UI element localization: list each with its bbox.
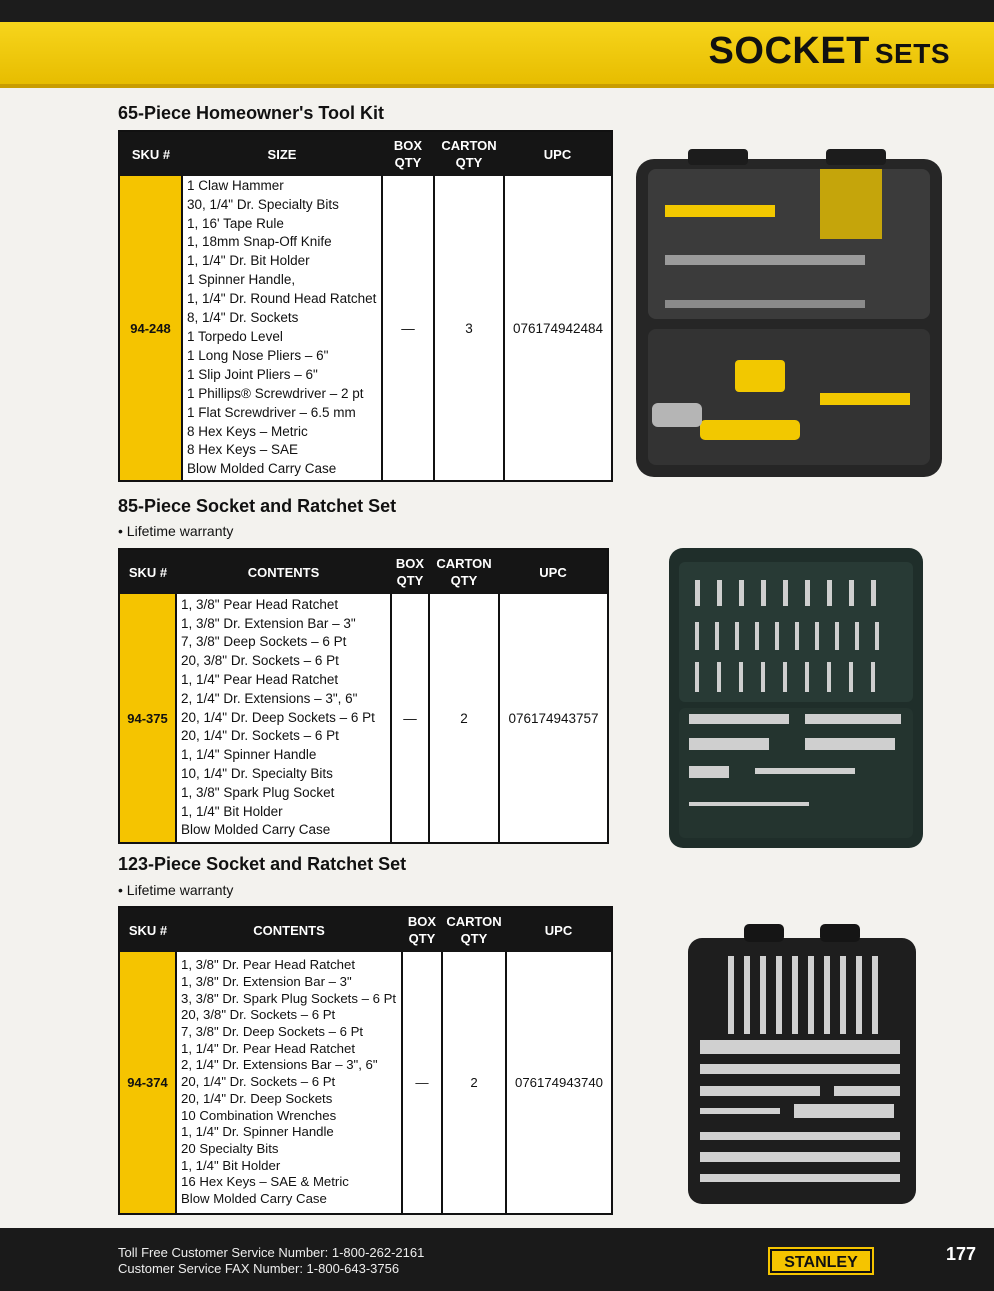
carton-qty-cell: 2 xyxy=(429,594,499,843)
bullet-item: • Lifetime warranty xyxy=(118,523,234,539)
upc-cell: 076174943757 xyxy=(508,710,599,726)
contents-item: Blow Molded Carry Case xyxy=(187,461,337,477)
contents-item: 10 Combination Wrenches xyxy=(181,1107,337,1123)
contents-item: 8 Hex Keys – SAE xyxy=(187,442,299,458)
column-header: BOX QTY xyxy=(382,131,434,176)
box-qty-cell: — xyxy=(382,176,434,481)
contents-item: 7, 3/8" Dr. Deep Sockets – 6 Pt xyxy=(181,1024,364,1040)
column-header: BOX QTY xyxy=(402,907,442,952)
kit-title: 85-Piece Socket and Ratchet Set xyxy=(118,496,397,516)
contents-item: 1, 1/4" Dr. Pear Head Ratchet xyxy=(181,1040,356,1056)
contents-item: 1, 1/4" Dr. Round Head Ratchet xyxy=(187,291,377,307)
column-header: CARTON QTY xyxy=(429,549,499,594)
column-header: SIZE xyxy=(182,131,382,176)
product-table xyxy=(118,130,613,482)
contents-cell xyxy=(176,952,402,1214)
sku-cell: 94-374 xyxy=(119,952,176,1214)
contents-item: 1, 1/4" Pear Head Ratchet xyxy=(181,672,339,687)
sku-cell: 94-375 xyxy=(119,594,176,843)
carton-qty-cell: 3 xyxy=(434,176,504,481)
contents-item: 1 Spinner Handle, xyxy=(187,272,296,288)
carton-qty-cell: 2 xyxy=(442,952,506,1214)
contents-item: 10, 1/4" Dr. Specialty Bits xyxy=(181,765,333,781)
page-title-main: SOCKET xyxy=(708,30,870,72)
contents-item: 3, 3/8" Dr. Spark Plug Sockets – 6 Pt xyxy=(181,990,397,1006)
contents-item: 20, 1/4" Dr. Deep Sockets – 6 Pt xyxy=(181,709,375,725)
contents-cell xyxy=(176,594,391,843)
contents-item: 20, 3/8" Dr. Sockets – 6 Pt xyxy=(181,653,339,669)
contents-item: 20, 1/4" Dr. Deep Sockets xyxy=(181,1090,333,1106)
contents-item: 1 Claw Hammer xyxy=(187,177,284,193)
contents-item: 1, 1/4" Bit Holder xyxy=(181,803,283,819)
column-header: SKU # xyxy=(119,131,182,176)
contents-item: 1, 1/4" Dr. Bit Holder xyxy=(187,253,310,269)
page-title-sub: SETS xyxy=(874,38,950,69)
column-header: UPC xyxy=(506,907,612,952)
socket-wrench-set-case-image xyxy=(684,918,920,1208)
column-header: CARTON QTY xyxy=(434,131,504,176)
contents-item: 1 Torpedo Level xyxy=(187,329,283,344)
contents-item: 20, 1/4" Dr. Sockets – 6 Pt xyxy=(181,728,339,744)
contents-item: 1, 3/8" Spark Plug Socket xyxy=(181,784,335,800)
column-header: CARTON QTY xyxy=(442,907,506,952)
contents-item: 20 Specialty Bits xyxy=(181,1140,279,1156)
contents-item: 2, 1/4" Dr. Extensions – 3", 6" xyxy=(181,690,358,706)
fax-number: Customer Service FAX Number: 1-800-643-3756 xyxy=(118,1261,400,1276)
contents-item: 2, 1/4" Dr. Extensions Bar – 3", 6" xyxy=(181,1057,378,1073)
contents-item: 8 Hex Keys – Metric xyxy=(187,423,308,439)
svg-text:STANLEY: STANLEY xyxy=(784,1254,858,1271)
column-header: UPC xyxy=(499,549,608,594)
contents-item: 1, 16' Tape Rule xyxy=(187,215,284,231)
page-title xyxy=(709,30,950,73)
box-qty-cell: — xyxy=(391,594,429,843)
tool-kit-case-image xyxy=(630,145,950,485)
product-table xyxy=(118,548,609,844)
upc-cell: 076174942484 xyxy=(512,320,604,336)
contents-item: 1, 18mm Snap-Off Knife xyxy=(187,234,332,250)
contents-item: 1, 1/4" Dr. Spinner Handle xyxy=(181,1124,334,1140)
contents-item: 1 Flat Screwdriver – 6.5 mm xyxy=(187,404,356,420)
column-header: SKU # xyxy=(119,549,176,594)
stanley-logo xyxy=(768,1247,874,1275)
kit-title: 65-Piece Homeowner's Tool Kit xyxy=(118,103,385,123)
contents-item: 7, 3/8" Deep Sockets – 6 Pt xyxy=(181,634,347,650)
column-header: CONTENTS xyxy=(176,907,402,952)
contents-item: 1, 1/4" Bit Holder xyxy=(181,1157,281,1173)
upc-cell: 076174943740 xyxy=(514,1075,603,1090)
contents-item: 30, 1/4" Dr. Specialty Bits xyxy=(187,196,339,212)
page-number: 177 xyxy=(946,1244,977,1264)
contents-item: 1, 3/8" Dr. Pear Head Ratchet xyxy=(181,957,356,973)
contents-item: 20, 3/8" Dr. Sockets – 6 Pt xyxy=(181,1007,336,1023)
contents-item: Blow Molded Carry Case xyxy=(181,1191,327,1207)
contents-item: 1, 3/8" Dr. Extension Bar – 3" xyxy=(181,615,356,631)
column-header: BOX QTY xyxy=(391,549,429,594)
contents-item: 1, 3/8" Pear Head Ratchet xyxy=(181,596,339,612)
kit-title: 123-Piece Socket and Ratchet Set xyxy=(118,854,407,874)
contents-item: 1 Slip Joint Pliers – 6" xyxy=(187,366,318,382)
sku-cell: 94-248 xyxy=(119,176,182,481)
column-header: SKU # xyxy=(119,907,176,952)
column-header: UPC xyxy=(504,131,612,176)
product-table xyxy=(118,906,613,1215)
column-header: CONTENTS xyxy=(176,549,391,594)
contents-item: 20, 1/4" Dr. Sockets – 6 Pt xyxy=(181,1074,336,1090)
contents-item: 1 Phillips® Screwdriver – 2 pt xyxy=(187,385,364,401)
bullet-item: • Lifetime warranty xyxy=(118,882,234,898)
contents-cell xyxy=(182,176,382,481)
contents-item: Blow Molded Carry Case xyxy=(181,822,331,838)
toll-free-number: Toll Free Customer Service Number: 1-800-262-2161 xyxy=(118,1245,425,1260)
contents-item: 1 Long Nose Pliers – 6" xyxy=(187,347,329,363)
contents-item: 1, 1/4" Spinner Handle xyxy=(181,747,317,763)
box-qty-cell: — xyxy=(402,952,442,1214)
contents-item: 1, 3/8" Dr. Extension Bar – 3" xyxy=(181,973,352,989)
socket-set-case-image xyxy=(665,540,927,852)
contents-item: 8, 1/4" Dr. Sockets xyxy=(187,310,299,326)
top-black-bar xyxy=(0,0,994,22)
contents-item: 16 Hex Keys – SAE & Metric xyxy=(181,1174,349,1190)
